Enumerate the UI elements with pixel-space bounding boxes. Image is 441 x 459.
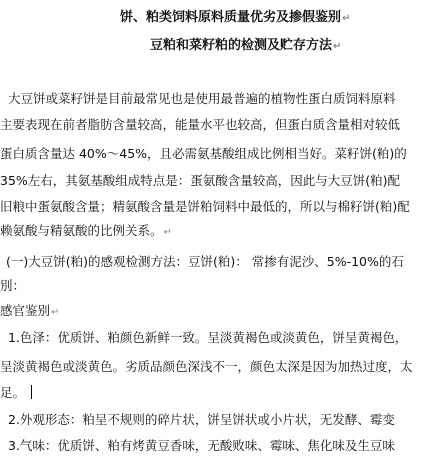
body-line: 蛋白质含量达 40%～45%，且必需氨基酸组成比例相当好。菜籽饼(粕)的 (0, 146, 407, 161)
title-line-1: 饼、粕类饲料原料质量优劣及掺假鉴别 (120, 10, 342, 25)
body-line (0, 223, 172, 241)
body-line-text: 足。 (0, 385, 26, 400)
document-title (120, 10, 350, 27)
body-line: 35%左右，其氨基酸组成特点是：蛋氨酸含量较高，因此与大豆饼(粕)配 (0, 173, 401, 188)
paragraph-mark-icon: ↵ (342, 13, 351, 24)
body-line: 主要表现在前者脂肪含量较高，能量水平也较高，但蛋白质含量相对较低 (0, 117, 401, 132)
body-line: 3.气味：优质饼、粕有烤黄豆香味，无酸败味、霉味、焦化味及生豆味 (8, 438, 395, 453)
body-line: 2.外观形态：粕呈不规则的碎片状，饼呈饼状或小片状，无发酵、霉变 (8, 412, 395, 427)
body-line: 1.色泽：优质饼、粕颜色新鲜一致。呈淡黄褐色或淡黄色，饼呈黄褐色， (8, 330, 408, 345)
body-line (0, 303, 59, 321)
body-line: (一)大豆饼(粕)的感观检测方法：豆饼(粕)： 常掺有泥沙、5%-10%的石 (6, 254, 404, 269)
body-line: 大豆饼或菜籽饼是目前最常见也是使用最普遍的植物性蛋白质饲料原料 (8, 91, 396, 106)
title-line-2: 豆粕和菜籽粕的检测及贮存方法 (150, 38, 333, 53)
text-cursor[interactable] (31, 385, 32, 399)
body-line-text: 赖氨酸与精氨酸的比例关系。 (0, 223, 163, 238)
body-line (0, 385, 32, 401)
document-subtitle (150, 38, 341, 55)
paragraph-mark-icon: ↵ (333, 41, 342, 52)
body-line: 呈淡黄褐色或淡黄色。劣质品颜色深浅不一，颜色太深是因为加热过度，太 (0, 359, 413, 374)
paragraph-mark-icon: ↵ (163, 227, 172, 238)
body-line: 旧粮中蛋氨酸含量；精氨酸含量是饼粕饲料中最低的，所以与棉籽饼(粕)配 (0, 199, 410, 214)
body-line-text: 感官鉴别 (0, 303, 51, 318)
body-line: 別： (0, 278, 26, 293)
paragraph-mark-icon: ↵ (51, 307, 60, 318)
